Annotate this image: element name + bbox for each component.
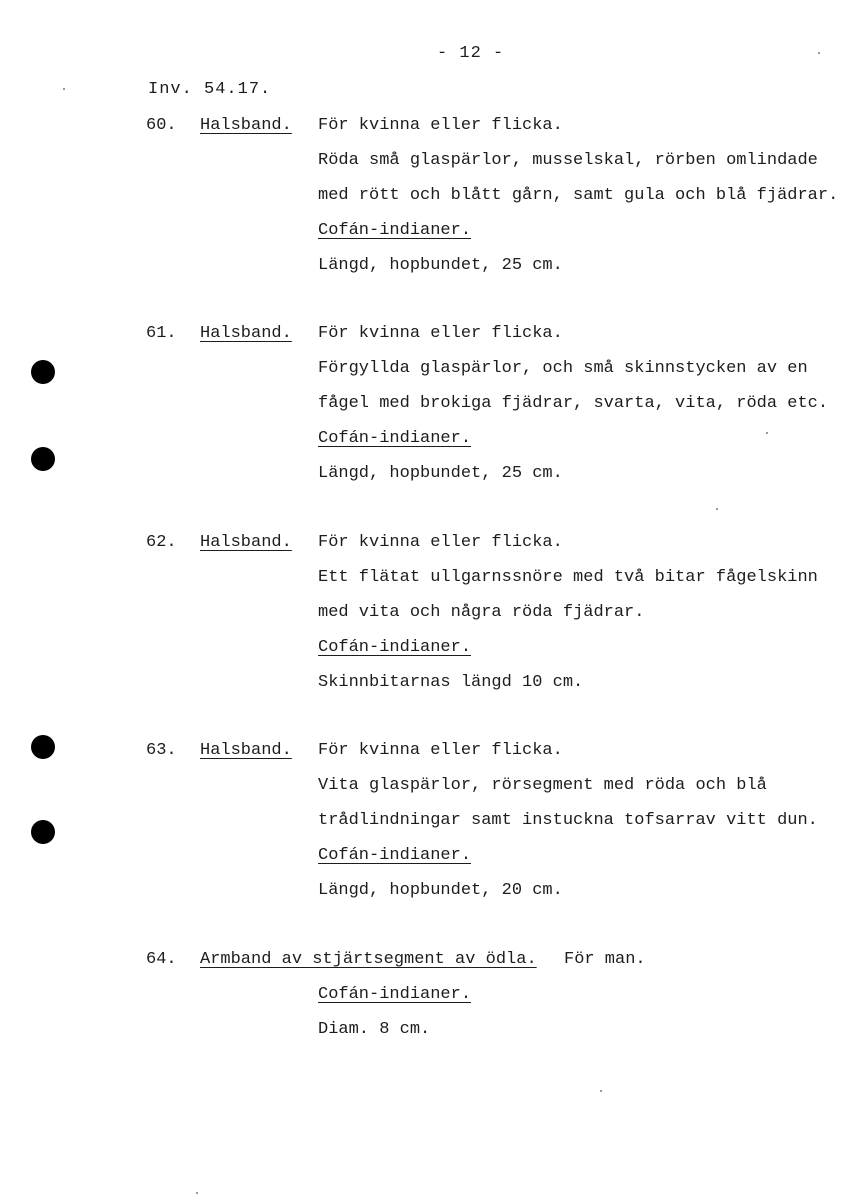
entry-line: med rött och blått gårn, samt gula och blå fjädrar.	[318, 186, 839, 205]
punch-hole-3	[31, 735, 55, 759]
scan-speck	[600, 1090, 602, 1092]
entry-description: För kvinna eller flicka.	[318, 116, 563, 135]
entry-measure: Skinnbitarnas längd 10 cm.	[318, 673, 584, 692]
entry-title: Halsband.	[200, 741, 292, 760]
entry-measure: Längd, hopbundet, 25 cm.	[318, 464, 563, 483]
entry-line: trådlindningar samt instuckna tofsarrav vitt dun.	[318, 811, 818, 830]
entry-title: Halsband.	[200, 533, 292, 552]
entry-measure: Diam. 8 cm.	[318, 1020, 431, 1039]
entry-title: Armband av stjärtsegment av ödla.	[200, 950, 537, 969]
punch-hole-1	[31, 360, 55, 384]
entry-description: För kvinna eller flicka.	[318, 741, 563, 760]
entry-number: 62.	[146, 533, 177, 552]
inventory-number: Inv. 54.17.	[148, 80, 272, 99]
scan-speck	[818, 52, 820, 54]
entry-title: Halsband.	[200, 116, 292, 135]
entry-description: För kvinna eller flicka.	[318, 324, 563, 343]
entry-line: fågel med brokiga fjädrar, svarta, vita, röda etc.	[318, 394, 829, 413]
entry-line: med vita och några röda fjädrar.	[318, 603, 645, 622]
entry-measure: Längd, hopbundet, 25 cm.	[318, 256, 563, 275]
entry-line: Vita glaspärlor, rörsegment med röda och blå	[318, 776, 767, 795]
entry-number: 64.	[146, 950, 177, 969]
punch-hole-2	[31, 447, 55, 471]
entry-description: För man.	[564, 950, 646, 969]
entry-culture: Cofán-indianer.	[318, 985, 472, 1004]
entry-line: Ett flätat ullgarnssnöre med två bitar fågelskinn	[318, 568, 818, 587]
entry-culture: Cofán-indianer.	[318, 638, 472, 657]
scan-speck	[766, 432, 768, 434]
entry-number: 63.	[146, 741, 177, 760]
scan-speck	[716, 508, 718, 510]
entry-description: För kvinna eller flicka.	[318, 533, 563, 552]
scan-speck	[63, 88, 65, 90]
entry-line: Förgyllda glaspärlor, och små skinnstycken av en	[318, 359, 808, 378]
entry-title: Halsband.	[200, 324, 292, 343]
entry-culture: Cofán-indianer.	[318, 429, 472, 448]
entry-number: 61.	[146, 324, 177, 343]
entry-line: Röda små glaspärlor, musselskal, rörben omlindade	[318, 151, 818, 170]
page-number: - 12 -	[437, 44, 505, 63]
entry-culture: Cofán-indianer.	[318, 846, 472, 865]
punch-hole-4	[31, 820, 55, 844]
entry-measure: Längd, hopbundet, 20 cm.	[318, 881, 563, 900]
entry-culture: Cofán-indianer.	[318, 221, 472, 240]
scan-speck	[196, 1192, 198, 1194]
entry-number: 60.	[146, 116, 177, 135]
